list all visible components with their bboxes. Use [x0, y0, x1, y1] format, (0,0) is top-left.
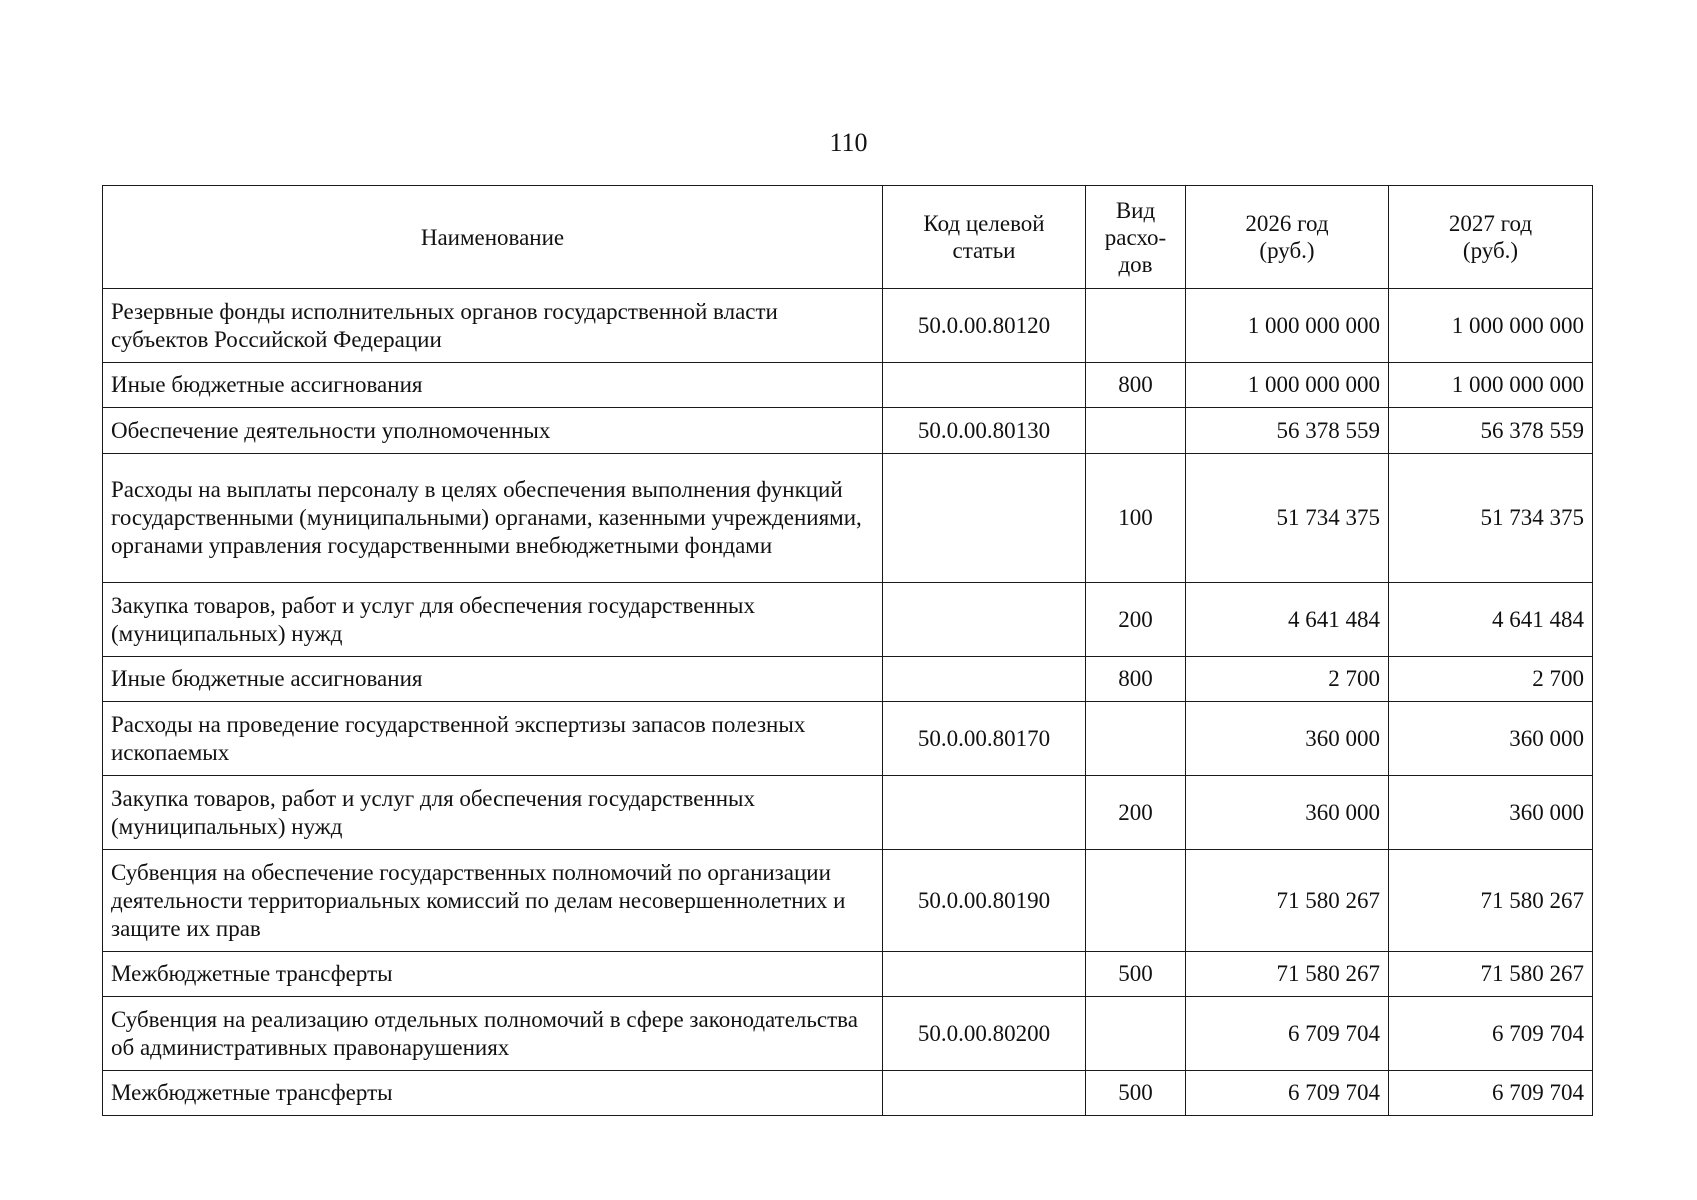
row-2027: 56 378 559 [1389, 408, 1593, 454]
header-code-line1: Код целевой [923, 211, 1045, 236]
table-row [103, 583, 1593, 657]
row-name: Иные бюджетные ассигнования [103, 363, 883, 408]
table-row [103, 289, 1593, 363]
header-code-line2: статьи [952, 238, 1016, 263]
row-code [883, 776, 1086, 850]
table-row [103, 776, 1593, 850]
row-2027: 1 000 000 000 [1389, 363, 1593, 408]
table-row [103, 657, 1593, 702]
header-vid [1086, 186, 1186, 289]
row-vid: 500 [1086, 952, 1186, 997]
row-2026: 360 000 [1186, 702, 1389, 776]
header-2027-line1: 2027 год [1448, 211, 1533, 236]
row-2026: 2 700 [1186, 657, 1389, 702]
row-2027: 6 709 704 [1389, 1071, 1593, 1116]
header-2027-line2: (руб.) [1462, 238, 1519, 263]
row-code: 50.0.00.80190 [883, 850, 1086, 952]
row-2027: 6 709 704 [1389, 997, 1593, 1071]
row-2026: 1 000 000 000 [1186, 363, 1389, 408]
row-name: Закупка товаров, работ и услуг для обеспечения государственных (муниципальных) нужд [103, 583, 883, 657]
row-2026: 56 378 559 [1186, 408, 1389, 454]
row-2026: 6 709 704 [1186, 1071, 1389, 1116]
table-row [103, 363, 1593, 408]
row-2027: 71 580 267 [1389, 952, 1593, 997]
row-vid [1086, 850, 1186, 952]
row-2026: 51 734 375 [1186, 454, 1389, 583]
header-vid-line2: расхо- [1104, 224, 1167, 250]
header-vid-line1: Вид [1115, 197, 1156, 223]
row-name: Закупка товаров, работ и услуг для обеспечения государственных (муниципальных) нужд [103, 776, 883, 850]
row-vid: 800 [1086, 657, 1186, 702]
page-number: 110 [829, 128, 868, 157]
row-vid: 200 [1086, 583, 1186, 657]
table-header-row [103, 186, 1593, 289]
row-2027: 360 000 [1389, 702, 1593, 776]
table-row [103, 850, 1593, 952]
row-2026: 360 000 [1186, 776, 1389, 850]
header-name-text: Наименование [420, 224, 565, 250]
header-2026-line2: (руб.) [1259, 238, 1315, 263]
row-vid: 800 [1086, 363, 1186, 408]
row-2027: 4 641 484 [1389, 583, 1593, 657]
row-2026: 71 580 267 [1186, 850, 1389, 952]
row-2027: 1 000 000 000 [1389, 289, 1593, 363]
table-row [103, 952, 1593, 997]
row-code: 50.0.00.80170 [883, 702, 1086, 776]
row-name: Субвенция на обеспечение государственных полномочий по организации деятельности территориальных комиссий по делам несовершеннолетних и защите их прав [103, 850, 883, 952]
header-2026 [1186, 186, 1389, 289]
table-row [103, 408, 1593, 454]
row-code [883, 657, 1086, 702]
row-vid [1086, 997, 1186, 1071]
row-name: Обеспечение деятельности уполномоченных [103, 408, 883, 454]
row-code [883, 363, 1086, 408]
row-2026: 6 709 704 [1186, 997, 1389, 1071]
header-name [103, 186, 883, 289]
row-code [883, 1071, 1086, 1116]
table-row [103, 1071, 1593, 1116]
row-code: 50.0.00.80130 [883, 408, 1086, 454]
budget-table [102, 185, 1593, 1116]
row-2027: 2 700 [1389, 657, 1593, 702]
row-vid: 100 [1086, 454, 1186, 583]
row-name: Субвенция на реализацию отдельных полномочий в сфере законодательства об административных правонарушениях [103, 997, 883, 1071]
row-2026: 71 580 267 [1186, 952, 1389, 997]
row-2027: 360 000 [1389, 776, 1593, 850]
header-2027 [1389, 186, 1593, 289]
row-name: Резервные фонды исполнительных органов государственной власти субъектов Российской Федерации [103, 289, 883, 363]
row-vid [1086, 289, 1186, 363]
row-vid: 500 [1086, 1071, 1186, 1116]
header-code [883, 186, 1086, 289]
row-2026: 1 000 000 000 [1186, 289, 1389, 363]
header-vid-line3: дов [1118, 251, 1153, 277]
table-row [103, 997, 1593, 1071]
row-vid [1086, 408, 1186, 454]
table-row [103, 454, 1593, 583]
row-code [883, 454, 1086, 583]
table-row [103, 702, 1593, 776]
row-name: Иные бюджетные ассигнования [103, 657, 883, 702]
row-2027: 71 580 267 [1389, 850, 1593, 952]
row-name: Расходы на выплаты персоналу в целях обеспечения выполнения функций государственными (муниципальными) органами, казенными учреждениями, органами управления государственными внебюджетными фондами [103, 454, 883, 583]
row-vid: 200 [1086, 776, 1186, 850]
row-code [883, 583, 1086, 657]
row-code: 50.0.00.80200 [883, 997, 1086, 1071]
row-name: Межбюджетные трансферты [103, 1071, 883, 1116]
row-2026: 4 641 484 [1186, 583, 1389, 657]
header-2026-line1: 2026 год [1245, 211, 1329, 236]
row-code: 50.0.00.80120 [883, 289, 1086, 363]
row-code [883, 952, 1086, 997]
row-name: Расходы на проведение государственной экспертизы запасов полезных ископаемых [103, 702, 883, 776]
row-2027: 51 734 375 [1389, 454, 1593, 583]
row-name: Межбюджетные трансферты [103, 952, 883, 997]
row-vid [1086, 702, 1186, 776]
